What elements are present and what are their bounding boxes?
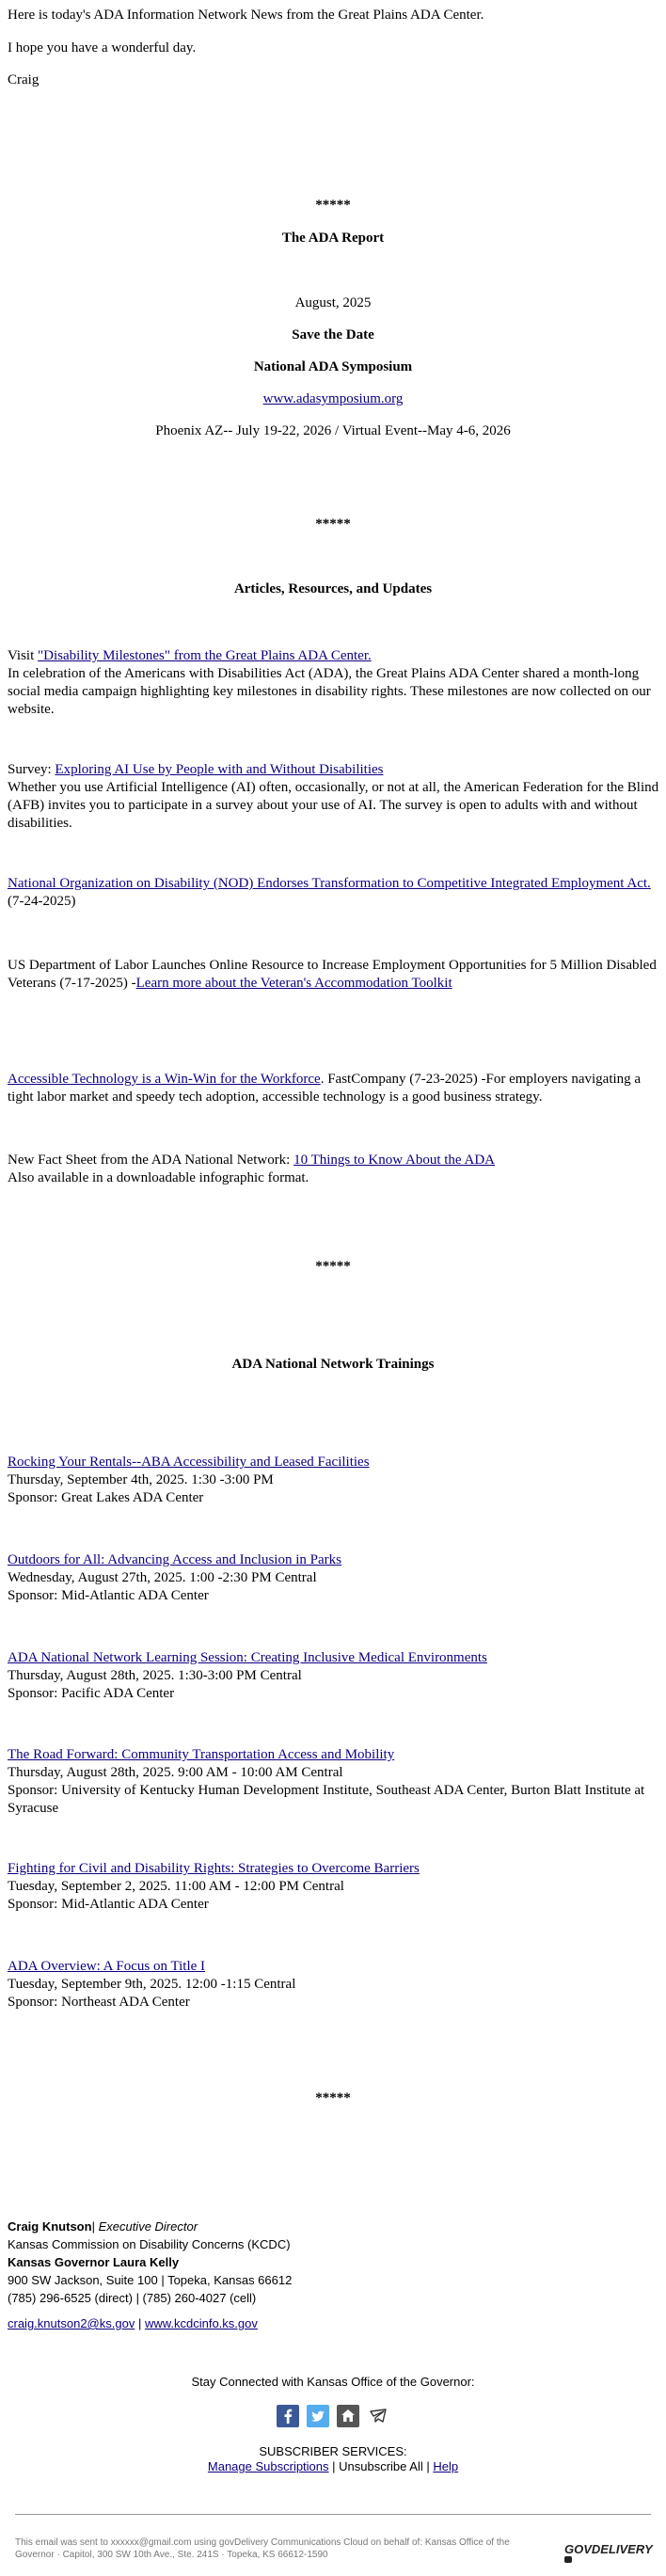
training-time: Thursday, August 28th, 2025. 9:00 AM - 10:00 AM Central: [8, 1765, 343, 1780]
article-prefix: Visit: [8, 648, 39, 663]
symposium-details: Phoenix AZ-- July 19-22, 2026 / Virtual Event--May 4-6, 2026: [155, 423, 511, 438]
training-sponsor: Sponsor: Northeast ADA Center: [8, 1995, 190, 2010]
report-date: August, 2025: [294, 295, 372, 310]
training-sponsor: Sponsor: Mid-Atlantic ADA Center: [8, 1897, 209, 1912]
intro-line-2: I hope you have a wonderful day.: [8, 40, 197, 56]
footer-divider: [15, 2514, 651, 2515]
save-the-date: Save the Date: [292, 327, 374, 342]
social-icons: [0, 2405, 666, 2427]
help-link[interactable]: Help: [433, 2459, 459, 2473]
training-item: [8, 1649, 666, 1703]
training-sponsor: Sponsor: Mid-Atlantic ADA Center: [8, 1588, 209, 1603]
footer-separator: |: [422, 2459, 434, 2473]
article-nod: [8, 875, 666, 911]
article-link[interactable]: National Organization on Disability (NOD) Endorses Transformation to Competitive Integrated Employment Act.: [8, 876, 651, 891]
article-text: . FastCompany (7-23-2025) -For employers navigating a tight labor market and speedy tech adoption, accessible technology is a good business strategy.: [8, 1072, 642, 1105]
divider: *****: [315, 198, 351, 213]
divider: *****: [315, 517, 351, 532]
email-icon[interactable]: [367, 2405, 389, 2427]
training-time: Thursday, September 4th, 2025. 1:30 -3:00 PM: [8, 1472, 274, 1487]
article-link[interactable]: 10 Things to Know About the ADA: [293, 1153, 496, 1168]
signature-address: 900 SW Jackson, Suite 100 | Topeka, Kansas 66612: [8, 2273, 293, 2287]
article-body: In celebration of the Americans with Disabilities Act (ADA), the Great Plains ADA Center shared a month-long social media campaign highlighting key milestones in disability rights. These milestones are now collected on our website.: [8, 666, 651, 717]
article-prefix: Survey:: [8, 762, 56, 777]
signature-website-link[interactable]: www.kcdcinfo.ks.gov: [144, 2316, 258, 2330]
article-link[interactable]: Accessible Technology is a Win-Win for the Workforce: [8, 1072, 321, 1087]
article-milestones: [8, 647, 666, 719]
training-sponsor: Sponsor: University of Kentucky Human Development Institute, Southeast ADA Center, Burton Blatt Institute at Syracuse: [8, 1783, 645, 1816]
article-ai-survey: [8, 761, 666, 833]
training-item: [8, 1958, 666, 2012]
training-sponsor: Sponsor: Pacific ADA Center: [8, 1686, 175, 1701]
symposium-link[interactable]: www.adasymposium.org: [262, 391, 404, 406]
signature-name: Craig Knutson: [8, 2219, 92, 2234]
training-link[interactable]: Fighting for Civil and Disability Rights: Strategies to Overcome Barriers: [8, 1861, 420, 1876]
signature-role: Executive Director: [98, 2219, 198, 2234]
training-time: Thursday, August 28th, 2025. 1:30-3:00 PM Central: [8, 1668, 302, 1683]
training-item: [8, 1454, 666, 1507]
report-title: The ADA Report: [281, 231, 385, 246]
training-item: [8, 1746, 666, 1818]
twitter-icon[interactable]: [307, 2405, 329, 2427]
signature-governor: Kansas Governor Laura Kelly: [8, 2255, 180, 2269]
articles-heading: Articles, Resources, and Updates: [233, 581, 433, 596]
intro-signoff: Craig: [8, 72, 40, 87]
divider: *****: [315, 1259, 351, 1274]
fine-print: This email was sent to xxxxxx@gmail.com using govDelivery Communications Cloud on behalf of: Kansas Office of the Governor · Capitol, 300 SW 10th Ave., Ste. 241S · Topeka, KS 66612-1590: [15, 2537, 510, 2560]
training-link[interactable]: The Road Forward: Community Transportation Access and Mobility: [8, 1747, 395, 1762]
article-link[interactable]: Exploring AI Use by People with and Without Disabilities: [55, 762, 384, 777]
unsubscribe-all-link[interactable]: Unsubscribe All: [339, 2459, 423, 2473]
article-body: Also available in a downloadable infographic format.: [8, 1170, 309, 1185]
signature-pipe: |: [135, 2316, 145, 2330]
article-date: (7-24-2025): [8, 894, 76, 909]
manage-subscriptions-link[interactable]: Manage Subscriptions: [207, 2459, 329, 2473]
symposium-title: National ADA Symposium: [253, 359, 413, 374]
article-text: US Department of Labor Launches Online Resource to Increase Employment Opportunities for 5 Million Disabled Veterans (7-17-2025) -: [8, 958, 657, 991]
facebook-icon[interactable]: [277, 2405, 299, 2427]
footer-separator: |: [328, 2459, 340, 2473]
training-time: Tuesday, September 9th, 2025. 12:00 -1:15 Central: [8, 1977, 296, 1992]
signature-email-link[interactable]: craig.knutson2@ks.gov: [8, 2316, 135, 2330]
signature-block: [8, 2218, 292, 2332]
govdelivery-brand: GOVDELIVERY: [564, 2542, 653, 2556]
article-link[interactable]: Learn more about the Veteran's Accommodation Toolkit: [135, 976, 452, 991]
govdelivery-logo: [564, 2542, 658, 2570]
training-link[interactable]: ADA National Network Learning Session: Creating Inclusive Medical Environments: [8, 1650, 487, 1665]
home-icon[interactable]: [337, 2405, 359, 2427]
article-dol: [8, 957, 666, 993]
training-link[interactable]: Rocking Your Rentals--ABA Accessibility and Leased Facilities: [8, 1455, 370, 1470]
article-fact-sheet: [8, 1152, 666, 1187]
article-prefix: New Fact Sheet from the ADA National Network:: [8, 1153, 294, 1168]
training-time: Wednesday, August 27th, 2025. 1:00 -2:30 PM Central: [8, 1570, 317, 1585]
stay-connected-text: Stay Connected with Kansas Office of the Governor:: [191, 2375, 475, 2389]
intro-line-1: Here is today's ADA Information Network News from the Great Plains ADA Center.: [8, 8, 484, 23]
training-link[interactable]: ADA Overview: A Focus on Title I: [8, 1959, 206, 1974]
training-item: [8, 1860, 666, 1914]
trainings-heading: ADA National Network Trainings: [231, 1357, 435, 1372]
training-item: [8, 1551, 666, 1605]
training-sponsor: Sponsor: Great Lakes ADA Center: [8, 1490, 204, 1505]
article-body: Whether you use Artificial Intelligence (AI) often, occasionally, or not at all, the American Federation for the Blind (AFB) invites you to participate in a survey about your use of AI. The survey is open to adults with and without disabilities.: [8, 780, 659, 831]
signature-separator: |: [91, 2219, 99, 2234]
divider: *****: [315, 2091, 351, 2106]
article-link[interactable]: "Disability Milestones" from the Great Plains ADA Center.: [38, 648, 372, 663]
training-time: Tuesday, September 2, 2025. 11:00 AM - 12:00 PM Central: [8, 1879, 344, 1894]
signature-org: Kansas Commission on Disability Concerns (KCDC): [8, 2237, 291, 2251]
article-accessible-tech: [8, 1071, 666, 1106]
signature-phones: (785) 296-6525 (direct) | (785) 260-4027 (cell): [8, 2291, 257, 2305]
subscriber-services-heading: SUBSCRIBER SERVICES:: [259, 2444, 407, 2458]
subscriber-links: [0, 2459, 666, 2473]
speech-bubble-icon: [564, 2556, 572, 2563]
training-link[interactable]: Outdoors for All: Advancing Access and Inclusion in Parks: [8, 1552, 341, 1567]
